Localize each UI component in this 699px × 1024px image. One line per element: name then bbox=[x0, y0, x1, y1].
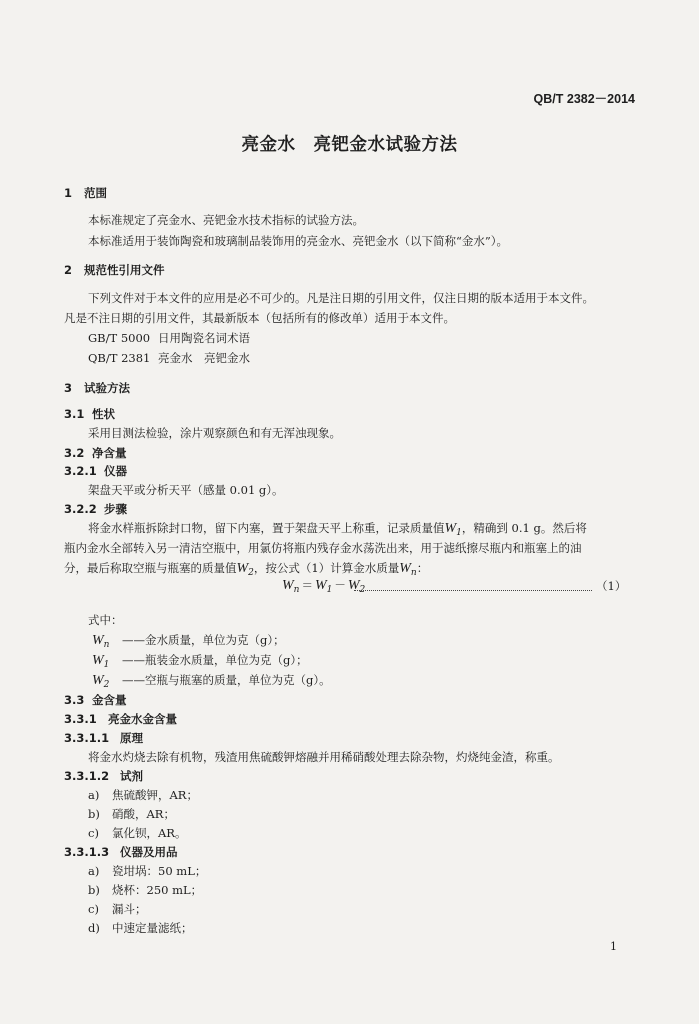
section-1-para-2: 本标准适用于装饰陶瓷和玻璃制品装饰用的亮金水、亮钯金水（以下简称“金水”）。 bbox=[88, 234, 509, 248]
section-3-2-2-heading: 3.2.2 步骤 bbox=[64, 502, 127, 516]
page-number: 1 bbox=[610, 940, 617, 953]
section-3-heading: 3 试验方法 bbox=[64, 381, 130, 395]
document-title: 亮金水 亮钯金水试验方法 bbox=[241, 135, 458, 155]
standard-number: QB/T 2382－2014 bbox=[533, 92, 635, 106]
reference-item: GB/T 5000 日用陶瓷名词术语 bbox=[88, 331, 250, 345]
section-3-3-1-1-heading: 3.3.1.1 原理 bbox=[64, 731, 143, 745]
section-3-3-heading: 3.3 金含量 bbox=[64, 693, 127, 707]
section-2-para-1: 下列文件对于本文件的应用是必不可少的。凡是注日期的引用文件，仅注日期的版本适用于本文件。 bbox=[88, 291, 594, 305]
section-3-1-heading: 3.1 性状 bbox=[64, 407, 115, 421]
section-3-3-1-3-heading: 3.3.1.3 仪器及用品 bbox=[64, 845, 178, 859]
section-3-1-para: 采用目测法检验，涂片观察颜色和有无浑浊现象。 bbox=[88, 426, 341, 440]
section-3-2-2-line-3: 分，最后称取空瓶与瓶塞的质量值$W_2$，按公式（1）计算金水质量$W_n$： bbox=[64, 561, 429, 578]
formula-number: （1） bbox=[596, 579, 627, 593]
section-3-2-1-heading: 3.2.1 仪器 bbox=[64, 464, 127, 478]
where-item: $W_n$ ——金水质量，单位为克（g）； bbox=[92, 633, 285, 650]
formula-leader-dots bbox=[354, 578, 592, 591]
section-2-para-2: 凡是不注日期的引用文件，其最新版本（包括所有的修改单）适用于本文件。 bbox=[64, 311, 455, 325]
reagent-list-item: a) 焦硫酸钾，AR； bbox=[88, 788, 198, 802]
section-3-3-1-1-para: 将金水灼烧去除有机物，残渣用焦硫酸钾熔融并用稀硝酸处理去除杂物，灼烧纯金渣，称重。 bbox=[88, 750, 560, 764]
section-3-2-2-line-2: 瓶内金水全部转入另一清洁空瓶中，用氯仿将瓶内残存金水荡洗出来，用于滤纸擦尽瓶内和瓶塞上的油 bbox=[64, 541, 582, 555]
where-item: $W_1$ ——瓶装金水质量，单位为克（g）； bbox=[92, 653, 308, 670]
apparatus-list-item: b) 烧杯：250 mL； bbox=[88, 883, 203, 897]
reagent-list-item: b) 硝酸，AR； bbox=[88, 807, 175, 821]
section-1-heading: 1 范围 bbox=[64, 186, 107, 200]
section-3-3-1-heading: 3.3.1 亮金水金含量 bbox=[64, 712, 177, 726]
section-3-2-1-para: 架盘天平或分析天平（感量 0.01 g）。 bbox=[88, 483, 284, 497]
reference-item: QB/T 2381 亮金水 亮钯金水 bbox=[88, 351, 250, 365]
apparatus-list-item: c) 漏斗； bbox=[88, 902, 147, 916]
section-2-heading: 2 规范性引用文件 bbox=[64, 263, 165, 277]
where-item: $W_2$ ——空瓶与瓶塞的质量，单位为克（g）。 bbox=[92, 673, 331, 690]
where-label: 式中： bbox=[88, 613, 123, 627]
formula-1: $W_n = W_1 - W_2$ bbox=[282, 578, 366, 595]
reagent-list-item: c) 氯化钡，AR。 bbox=[88, 826, 187, 840]
apparatus-list-item: a) 瓷坩埚：50 mL； bbox=[88, 864, 207, 878]
apparatus-list-item: d) 中速定量滤纸； bbox=[88, 921, 193, 935]
section-3-2-2-line-1: 将金水样瓶拆除封口物，留下内塞，置于架盘天平上称重，记录质量值$W_1$，精确到 0.1 g。然后将 bbox=[88, 521, 587, 538]
section-3-3-1-2-heading: 3.3.1.2 试剂 bbox=[64, 769, 143, 783]
section-1-para-1: 本标准规定了亮金水、亮钯金水技术指标的试验方法。 bbox=[88, 213, 364, 227]
section-3-2-heading: 3.2 净含量 bbox=[64, 446, 127, 460]
